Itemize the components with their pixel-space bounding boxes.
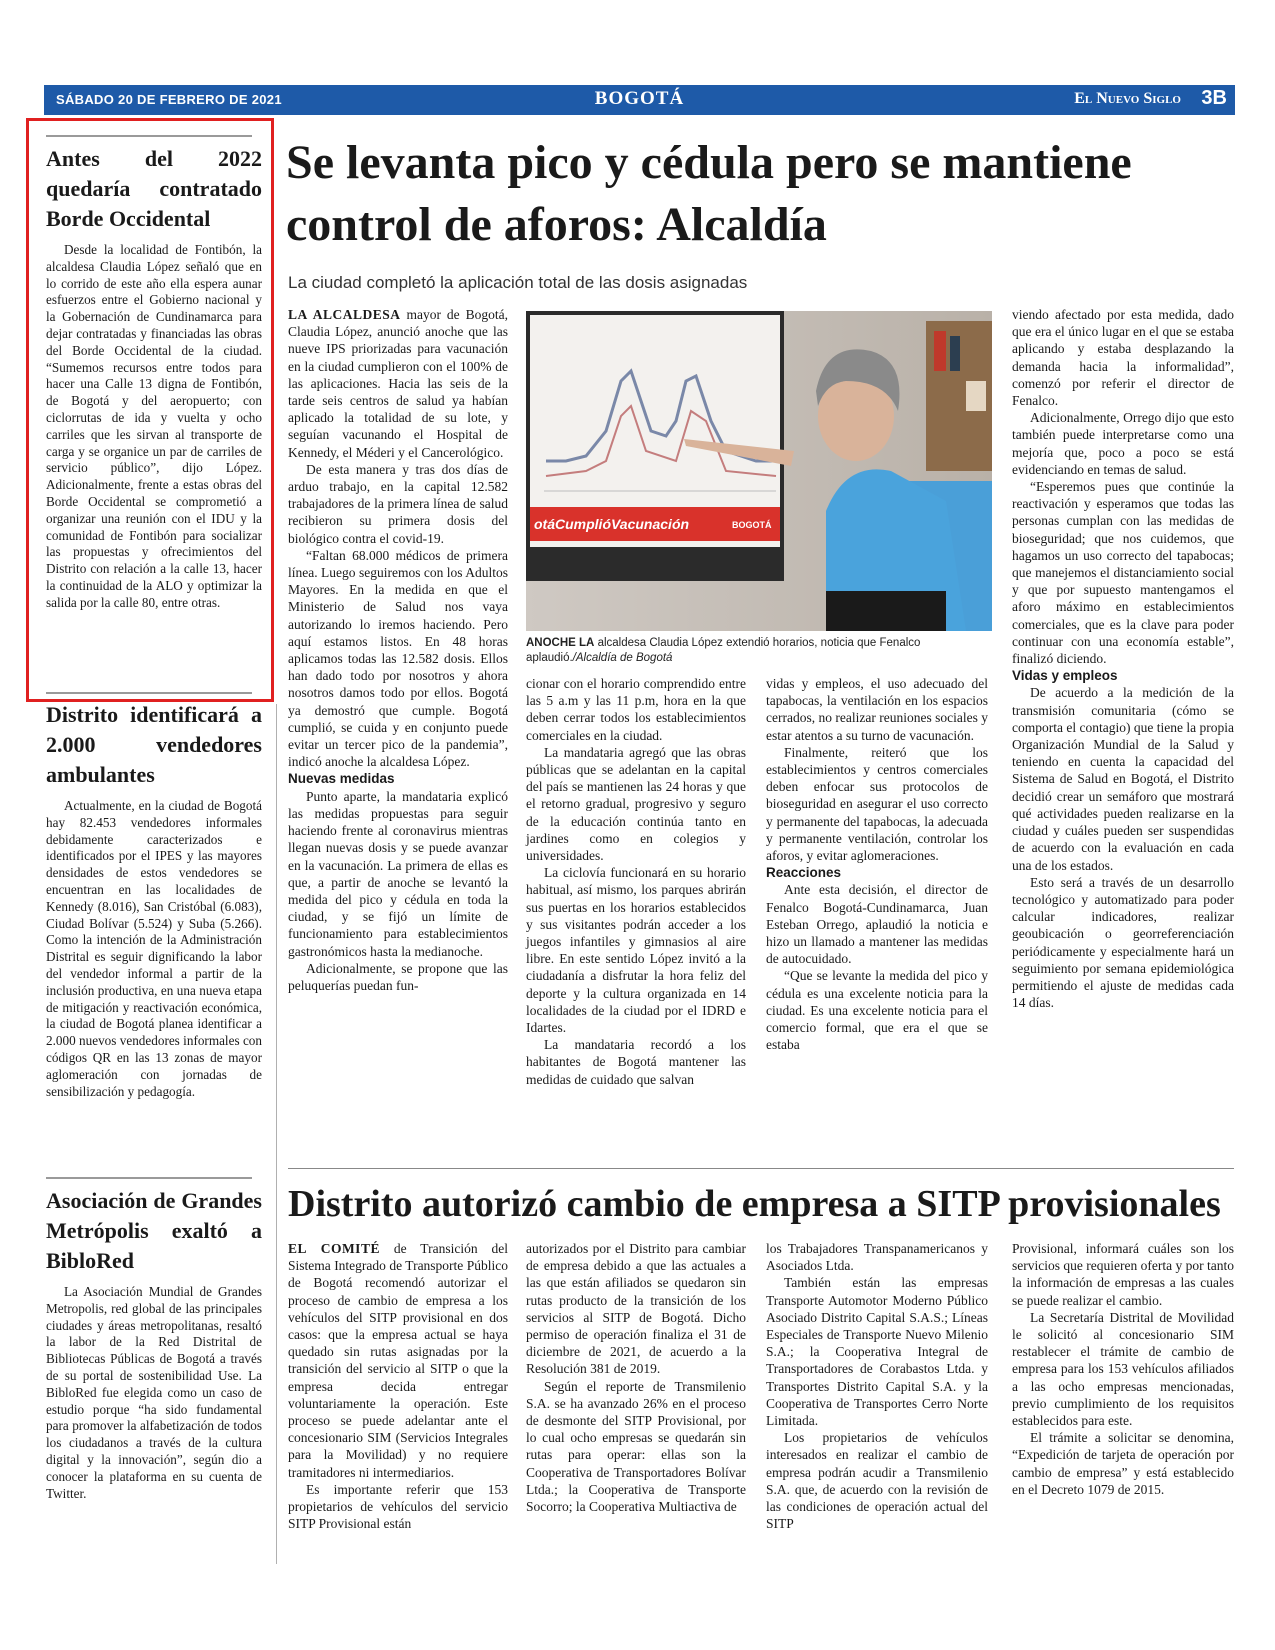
sidebar-story-vendedores (46, 700, 262, 1100)
paragraph: mayor de Bogotá, Claudia López, anunció anoche que las nueve IPS priorizadas para vacunación en la ciudad cumplieron con el 100% de las aplicaciones. Hacia las seis de la tarde seis centros de salud ya habían aplicado la totalidad de su lote, y seguían vacunando el Hospital de Kennedy, el Méderi y el Cancerológico. (288, 307, 508, 460)
section-name: BOGOTÁ (594, 88, 685, 109)
second-headline: Distrito autorizó cambio de empresa a SITP provisionales (288, 1183, 1221, 1225)
paragraph: La Secretaría Distrital de Movilidad le solicitó al concesionario SIM restablecer el trámite de cambio de empresa para los 153 vehículos afiliados a las ocho empresas mencionadas, previo cumplimiento de los requisitos establecidos para este. (1012, 1309, 1234, 1429)
paragraph: de Transición del Sistema Integrado de Transporte Público de Bogotá recomendó autorizar el proceso de cambio de empresa a los vehículos del SITP provisional en dos casos: que la empresa actual se haya quedado sin rutas asignadas por la transición del servicio al SITP o que la empresa decida entregar voluntariamente la operación. Este proceso se puede adelantar ante el concesionario SIM (Servicios Integrales para la Movilidad) y no requiere tramitadores ni intermediarios. (288, 1241, 508, 1480)
paragraph: La mandataria agregó que las obras públicas que se adelantan en la capital del país se mantienen las 24 horas y que el retorno gradual, progresivo y seguro de la educación continúa tanto en jardines como en colegios y universidades. (526, 744, 746, 864)
sidebar-story-biblored (46, 1186, 262, 1502)
caption-text: alcaldesa Claudia López extendió horarios, noticia que Fenalco aplaudió. (526, 637, 921, 664)
caption-lead: ANOCHE LA (526, 637, 595, 649)
second-column-1 (288, 1240, 508, 1532)
paragraph: cionar con el horario comprendido entre las 5 a.m y las 11 p.m, hora en la que deben cerrar todos los establecimientos comerciales en la ciudad. (526, 676, 746, 743)
paragraph: De esta manera y tras dos días de arduo trabajo, en la capital 12.582 trabajadores de la primera línea de salud recibieron su primera dosis del biológico contra el covid-19. (288, 461, 508, 546)
column-separator (276, 704, 277, 1564)
paragraph: “Faltan 68.000 médicos de primera línea. Luego seguiremos con los Adultos Mayores. En la medida en que el Ministerio de Salud nos vaya autorizando lo iremos haciendo. Pero aquí estamos listos. En 48 horas aplicamos todas las 12.582 dosis. Ellos han dado todo por nosotros y ahora nosotros damos todo por ellos. Bogotá ya demostró que cumple. Bogotá cumplió, se cuida y en conjunto puede evitar un tercer pico de la pandemia”, indicó anoche la alcaldesa López. (288, 547, 508, 770)
paragraph: Ante esta decisión, el director de Fenalco Bogotá-Cundinamarca, Juan Esteban Orrego, aplaudió la noticia e hizo un llamado a mantener las medidas de autocuidado. (766, 882, 988, 967)
photo-caption (526, 636, 992, 666)
caption-credit: /Alcaldía de Bogotá (572, 652, 673, 664)
main-headline: Se levanta pico y cédula pero se mantiene control de aforos: Alcaldía (286, 136, 1132, 251)
paragraph: Adicionalmente, se propone que las peluquerías puedan fun- (288, 960, 508, 993)
paragraph: La ciclovía funcionará en su horario habitual, así mismo, los parques abrirán sus puertas en los horarios establecidos y sus visitantes podrán acceder a los juegos infantiles y gimnasios al aire libre. En este sentido López invitó a la ciudadanía a disfrutar la hora feliz del deporte y la cultura organizada en 14 localidades de la ciudad por el IDRD e Idartes. (526, 865, 746, 1036)
photo-illustration (526, 311, 992, 631)
sidebar-divider (46, 1177, 252, 1179)
main-column-2 (526, 675, 746, 1088)
subheading: Reacciones (766, 865, 842, 881)
page-number: 3B (1201, 87, 1227, 109)
paragraph: Esto será a través de un desarrollo tecnológico y automatizado para poder calcular indicadores, realizar geoubicación o georreferenciación periódicamente y especialmente hará un seguimiento por semana epidemiológica permitiendo el ajuste de medidas cada 14 días. (1012, 874, 1234, 1011)
paragraph: “Esperemos pues que continúe la reactivación y esperamos que todas las personas cumplan con las medidas de bioseguridad; que nos cuidemos, que hagamos un uso correcto del tapabocas; que manejemos el distanciamiento social y que por supuesto mantengamos el aforo máximo en establecimientos comerciales, que es la clave para poder continuar con una economía estable”, finalizó diciendo. (1012, 479, 1234, 667)
newspaper-name: El Nuevo Siglo (1074, 90, 1181, 107)
paragraph: viendo afectado por esta medida, dado que era el único lugar en el que se estaba aplicando y estaba desplazando la demanda hacia la informalidad”, comenzó por referir el director de Fenalco. (1012, 307, 1234, 409)
paragraph: De acuerdo a la medición de la transmisión comunitaria (cómo se comporta el contagio) que tiene la propia Organización Mundial de la Salud y teniendo en cuenta la capacidad del Sistema de Salud en Bogotá, el Distrito decidió crear un semáforo que mostrará qué actividades pueden realizarse en la ciudad y cuáles pueden ser suspendidas de acuerdo con la evaluación en cada una de los estados. (1012, 685, 1234, 873)
sidebar-story-title: Distrito identificará a 2.000 vendedores ambulantes (46, 702, 262, 787)
sidebar-story-body: Actualmente, en la ciudad de Bogotá hay 82.453 vendedores informales debidamente caracterizados e identificados por el IPES y las mayores densidades de estos vendedores se encuentran en las localidades de Kennedy (8.016), San Cristóbal (6.083), Ciudad Bolívar (5.524) y Suba (5.266). Como la intención de la Administración Distrital es seguir dignificando la labor del vendedor informal a partir de la inclusión productiva, en una nueva etapa de mitigación y reactivación económica, la ciudad de Bogotá planea identificar a 2.000 nuevos vendedores informales con códigos QR en las 13 zonas de mayor aglomeración con jornadas de sensibilización y pedagogía. (46, 798, 262, 1099)
lead-in: EL COMITÉ (288, 1241, 380, 1256)
lead-in: LA ALCALDESA (288, 307, 401, 322)
sidebar-story-title: Asociación de Grandes Metrópolis exaltó a BibloRed (46, 1188, 262, 1273)
paragraph: Provisional, informará cuáles son los servicios que requieren oferta y por tanto la información de empresas a las cuales se puede realizar el cambio. (1012, 1241, 1234, 1308)
second-column-3 (766, 1240, 988, 1532)
sidebar-divider (46, 692, 252, 694)
sidebar-story-body: Desde la localidad de Fontibón, la alcaldesa Claudia López señaló que en lo corrido de este año ella espera aunar esfuerzos entre el Gobierno nacional y la Gobernación de Cundinamarca para dejar contratadas y financiadas las obras del Borde Occidental de la ciudad. “Sumemos recursos entre todos para hacer una Calle 13 digna de Fontibón, de Bogotá y del aeropuerto; con ciclorrutas de ida y vuelta y ocho carriles que les sirvan al transporte de carga y se organice un par de carriles de servicio público”, dijo López. Adicionalmente, frente a estas obras del Borde Occidental se comprometió a organizar una reunión con el IDU y la comunidad de Fontibón para socializar las propuestas y ofrecimientos del Distrito con relación a la calle 13, hacer la continuidad de la ALO y optimizar la salida por la calle 80, entre otras. (46, 242, 262, 610)
page-header-bar (44, 85, 1235, 115)
second-column-2 (526, 1240, 746, 1515)
main-column-4 (1012, 306, 1234, 1011)
paragraph: vidas y empleos, el uso adecuado del tapabocas, la ventilación en los espacios cerrados, no realizar reuniones sociales y estar atentos a su turno de vacunación. (766, 676, 988, 743)
main-column-1 (288, 306, 508, 994)
sidebar-story-body: La Asociación Mundial de Grandes Metropolis, red global de las principales ciudades y áreas metropolitanas, resaltó la labor de la Red Distrital de Bibliotecas Públicas de Bogotá a través de su portal de sostenibilidad Use. La BibloRed fue elegida como un caso de estudio porque “ha sido fundamental para promover la alfabetización de todos los ciudadanos a través de la cultura digital y la innovación”, según dio a conocer la plataforma en su cuenta de Twitter. (46, 1284, 262, 1501)
main-column-3 (766, 675, 988, 1053)
paragraph: Finalmente, reiteró que los establecimientos y centros comerciales deben enfocar sus protocolos de bioseguridad en asegurar el uso correcto y permanente del tapabocas, la adecuada y permanente ventilación, controlar los aforos, y evitar aglomeraciones. (766, 744, 988, 864)
sidebar-story-borde-occidental (46, 144, 262, 612)
article-photo (526, 311, 992, 631)
sidebar-story-title: Antes del 2022 quedaría contratado Borde Occidental (46, 146, 262, 231)
subheading: Vidas y empleos (1012, 668, 1118, 684)
paragraph: Según el reporte de Transmilenio S.A. se ha avanzado 26% en el proceso de desmonte del SITP Provisional, por lo cual ocho empresas se quedarán sin rutas para operar: ellas son la Cooperativa de Transportadores Bolívar Ltda.; la Cooperativa de Transporte Socorro; la Cooperativa Multiactiva de (526, 1378, 746, 1515)
paragraph: “Que se levante la medida del pico y cédula es una excelente noticia para la ciudad. Es una excelente noticia para el comercio formal, que era el que se estaba (766, 968, 988, 1053)
issue-date: SÁBADO 20 DE FEBRERO DE 2021 (56, 92, 282, 107)
paragraph: Los propietarios de vehículos interesados en realizar el cambio de empresa podrán acudir a Transmilenio S.A. que, de acuerdo con la revisión de las condiciones de operación actual del SITP (766, 1430, 988, 1532)
paragraph: El trámite a solicitar se denomina, “Expedición de tarjeta de operación por cambio de empresa” y está establecido en el Decreto 1079 de 2015. (1012, 1430, 1234, 1497)
paragraph: Adicionalmente, Orrego dijo que esto también puede interpretarse como una mejoría que, poco a poco se está evidenciando en temas de salud. (1012, 410, 1234, 477)
paragraph: También están las empresas Transporte Automotor Moderno Público Asociado Distrito Capital S.A.S.; Líneas Especiales de Transporte Nuevo Milenio S.A.; la Cooperativa Integral de Transportadores de Corabastos Ltda. y Transportes Distrito Capital S.A. y la Cooperativa de Transportes Cerro Norte Limitada. (766, 1275, 988, 1429)
paragraph: autorizados por el Distrito para cambiar de empresa debido a que las actuales a las que están afiliados se quedaron sin rutas producto de la transición de los servicios al SITP de Bogotá. Dicho permiso de operación finaliza el 31 de diciembre de 2021, de acuerdo a la Resolución 381 de 2019. (526, 1241, 746, 1377)
paragraph: los Trabajadores Transpanamericanos y Asociados Ltda. (766, 1241, 988, 1274)
story-divider (288, 1168, 1234, 1169)
subheading: Nuevas medidas (288, 771, 395, 787)
second-column-4 (1012, 1240, 1234, 1498)
main-subtitle: La ciudad completó la aplicación total de las dosis asignadas (288, 273, 748, 292)
paragraph: La mandataria recordó a los habitantes de Bogotá mantener las medidas de cuidado que salvan (526, 1037, 746, 1087)
photo-banner-text: otáCumplióVacunación (534, 516, 690, 532)
paragraph: Es importante referir que 153 propietarios de vehículos del servicio SITP Provisional están (288, 1481, 508, 1532)
paragraph: Punto aparte, la mandataria explicó las medidas propuestas para seguir haciendo frente al coronavirus mientras llegan nuevas dosis y se puede avanzar en la vacunación. La primera de ellas es que, a partir de anoche se levantó la medida del pico y cédula en toda la ciudad, y se fijó un límite de funcionamiento para establecimientos gastronómicos hasta la medianoche. (288, 788, 508, 959)
photo-logo-text: BOGOTÁ (732, 520, 772, 530)
